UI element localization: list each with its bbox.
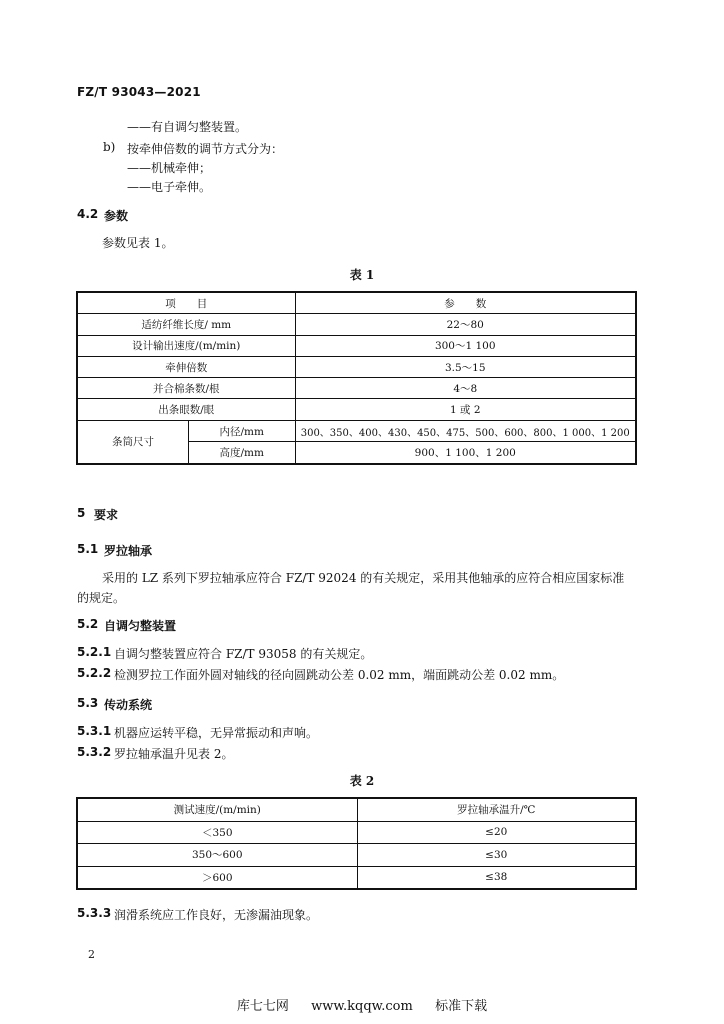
bearing-temp-table — [76, 797, 637, 890]
can-height-value: 900、1 100、1 200 — [414, 447, 516, 460]
header-temp: 罗拉轴承温升/℃ — [357, 798, 636, 821]
section-5-1-title: 罗拉轴承 — [104, 544, 153, 558]
section-5-1-number: 5.1 — [77, 542, 99, 556]
section-5-1-body-line1: 采用的 LZ 系列下罗拉轴承应符合 FZ/T 92024 的有关规定，采用其他轴承的应符合相应国家标准 — [102, 571, 625, 585]
row-item: 出条眼数/眼 — [77, 399, 295, 420]
parameters-table — [76, 291, 637, 465]
section-5-2-1-text: 自调匀整装置应符合 FZ/T 93058 的有关规定。 — [114, 647, 373, 661]
row-value: 1 或 2 — [295, 399, 636, 420]
table-row — [77, 866, 636, 889]
row-temp: ≤30 — [357, 844, 636, 867]
table-row — [77, 821, 636, 844]
table-row — [77, 314, 636, 335]
list-item-b-2: ——电子牵伸。 — [127, 180, 212, 194]
section-5-2-title: 自调匀整装置 — [104, 619, 177, 633]
section-5-3-2-text: 罗拉轴承温升见表 2。 — [114, 747, 234, 761]
row-item: 设计输出速度/(m/min) — [77, 335, 295, 356]
can-inner-value: 300、350、400、430、450、475、500、600、800、1 000、1 200 — [296, 421, 636, 443]
section-5-3-3-text: 润滑系统应工作良好，无渗漏油现象。 — [114, 908, 319, 922]
page-number: 2 — [88, 948, 95, 961]
table-row — [77, 844, 636, 867]
can-values-cell — [295, 420, 636, 464]
row-speed: ＞600 — [77, 866, 357, 889]
table-header-row — [77, 292, 636, 314]
can-size-label: 条筒尺寸 — [78, 421, 189, 463]
section-5-2-2-number: 5.2.2 — [77, 666, 112, 680]
row-value: 4～8 — [295, 378, 636, 399]
header-speed: 测试速度/(m/min) — [77, 798, 357, 821]
section-5-3-number: 5.3 — [77, 696, 99, 710]
table-row — [77, 420, 636, 464]
table-row — [77, 335, 636, 356]
section-5-3-3-number: 5.3.3 — [77, 906, 112, 920]
list-item-b-text: 按牵伸倍数的调节方式分为： — [127, 142, 284, 156]
table-row — [77, 378, 636, 399]
list-item-b-label: b) — [103, 140, 116, 154]
section-4-2-number: 4.2 — [77, 207, 99, 221]
list-item-b-1: ——机械牵伸； — [127, 161, 212, 175]
table1-caption: 表 1 — [349, 268, 375, 282]
section-4-2-title: 参数 — [104, 209, 129, 223]
row-value: 300～1 100 — [295, 335, 636, 356]
section-5-3-1-text: 机器应运转平稳，无异常振动和声响。 — [114, 726, 319, 740]
section-5-2-number: 5.2 — [77, 617, 99, 631]
can-height-label: 高度/mm — [219, 447, 264, 460]
can-size-cell — [77, 420, 295, 464]
section-4-2-body: 参数见表 1。 — [102, 236, 174, 250]
section-5-2-1-number: 5.2.1 — [77, 645, 112, 659]
row-speed: ＜350 — [77, 821, 357, 844]
list-item-a-last: ——有自调匀整装置。 — [127, 120, 248, 134]
section-5-3-1-number: 5.3.1 — [77, 724, 112, 738]
table-row — [77, 399, 636, 420]
footer-url[interactable]: www.kqqw.com — [311, 999, 413, 1014]
section-5-2-2-text: 检测罗拉工作面外圆对轴线的径向圆跳动公差 0.02 mm，端面跳动公差 0.02 mm。 — [114, 668, 565, 682]
footer-site: 库七七网 — [236, 999, 289, 1014]
header-param: 参 数 — [295, 292, 636, 314]
row-speed: 350～600 — [77, 844, 357, 867]
table2-caption: 表 2 — [349, 774, 375, 788]
section-5-1-body-line2: 的规定。 — [77, 591, 126, 605]
row-temp: ≤20 — [357, 821, 636, 844]
section-5-3-2-number: 5.3.2 — [77, 745, 112, 759]
section-5-3-title: 传动系统 — [104, 698, 153, 712]
row-item: 适纺纤维长度/ mm — [77, 314, 295, 335]
footer-watermark — [0, 995, 724, 1014]
row-temp: ≤38 — [357, 866, 636, 889]
section-5-title: 要求 — [94, 508, 119, 522]
section-5-number: 5 — [77, 506, 86, 520]
row-item: 并合棉条数/根 — [77, 378, 295, 399]
standard-number: FZ/T 93043—2021 — [77, 85, 201, 99]
row-value: 22～80 — [295, 314, 636, 335]
table-row — [77, 356, 636, 377]
row-item: 牵伸倍数 — [77, 356, 295, 377]
footer-label: 标准下载 — [435, 999, 488, 1014]
header-item: 项 目 — [77, 292, 295, 314]
can-inner-label: 内径/mm — [189, 421, 295, 443]
table-header-row — [77, 798, 636, 821]
row-value: 3.5～15 — [295, 356, 636, 377]
